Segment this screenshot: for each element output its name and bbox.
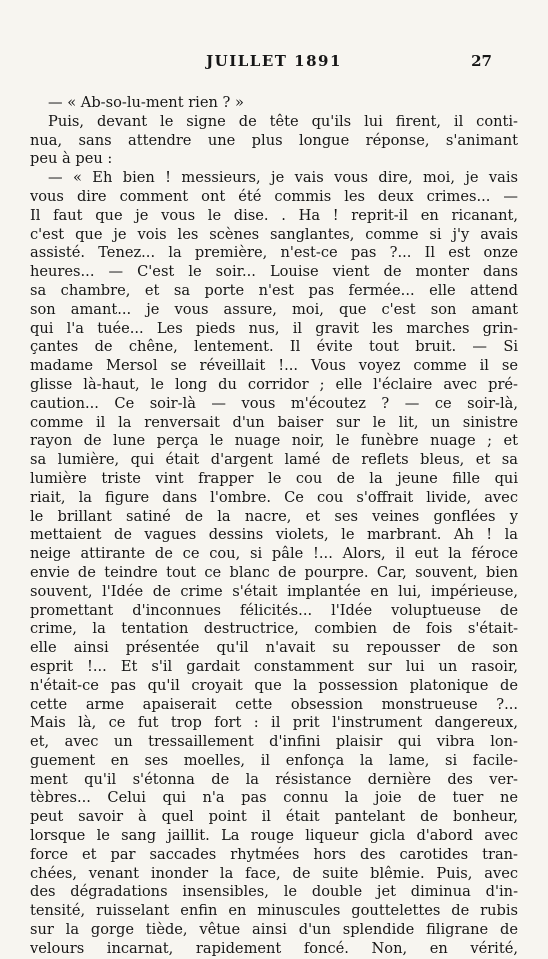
text-line: tensité, ruisselant enfin en minuscules gouttelettes de rubis	[30, 902, 518, 920]
text-line: n'était-ce pas qu'il croyait que la possession platonique de	[30, 676, 518, 694]
text-line: sa chambre, et sa porte n'est pas fermée... elle attend	[30, 281, 518, 299]
running-title: JUILLET 1891	[206, 52, 342, 70]
text-line: — « Ab-so-lu-ment rien ? »	[48, 94, 244, 111]
page-number: 27	[471, 52, 492, 70]
text-line: caution... Ce soir-là — vous m'écoutez ? — ce soir-là,	[30, 394, 518, 412]
text-line: sa lumière, qui était d'argent lamé de reflets bleus, et sa	[30, 451, 518, 469]
text-line: guement en ses moelles, il enfonça la lame, si facile-	[30, 751, 518, 769]
text-line: rayon de lune perça le nuage noir, le funèbre nuage ; et	[30, 432, 518, 450]
text-line: peut savoir à quel point il était pantelant de bonheur,	[30, 808, 518, 826]
text-line: nua, sans attendre une plus longue réponse, s'animant	[30, 131, 518, 149]
text-line: promettant d'inconnues félicités... l'Idée voluptueuse de	[30, 601, 518, 619]
text-line: neige attirante de ce cou, si pâle !... Alors, il eut la féroce	[30, 545, 518, 563]
text-line: tèbres... Celui qui n'a pas connu la joie de tuer ne	[30, 789, 518, 807]
text-line: le brillant satiné de la nacre, et ses veines gonflées y	[30, 507, 518, 525]
text-line: lorsque le sang jaillit. La rouge liqueur gicla d'abord avec	[30, 827, 518, 845]
text-line: çantes de chêne, lentement. Il évite tout bruit. — Si	[30, 338, 518, 356]
text-line: lumière triste vint frapper le cou de la jeune fille qui	[30, 469, 518, 487]
page-header	[0, 52, 548, 74]
text-line: souvent, l'Idée de crime s'était implantée en lui, impérieuse,	[30, 582, 518, 600]
text-line: et, avec un tressaillement d'infini plaisir qui vibra lon-	[30, 733, 518, 751]
text-line: sur la gorge tiède, vêtue ainsi d'un splendide filigrane de	[30, 921, 518, 939]
text-line: assisté. Tenez... la première, n'est-ce pas ?... Il est onze	[30, 244, 518, 262]
text-line: elle ainsi présentée qu'il n'avait su repousser de son	[30, 639, 518, 657]
text-line: velours incarnat, rapidement foncé. Non, en vérité,	[30, 939, 518, 957]
text-line: c'est que je vois les scènes sanglantes, comme si j'y avais	[30, 225, 518, 243]
text-line: madame Mersol se réveillait !... Vous voyez comme il se	[30, 357, 518, 375]
text-line: glisse là-haut, le long du corridor ; elle l'éclaire avec pré-	[30, 375, 518, 393]
text-line: vous dire comment ont été commis les deux crimes... —	[30, 187, 518, 205]
text-line: esprit !... Et s'il gardait constamment sur lui un rasoir,	[30, 657, 518, 675]
text-line: Mais là, ce fut trop fort : il prit l'instrument dangereux,	[30, 714, 518, 732]
text-line: Puis, devant le signe de tête qu'ils lui firent, il conti-	[48, 112, 518, 130]
text-line: mettaient de vagues dessins violets, le marbrant. Ah ! la	[30, 526, 518, 544]
text-line: ment qu'il s'étonna de la résistance dernière des ver-	[30, 770, 518, 788]
text-line: Il faut que je vous le dise. . Ha ! reprit-il en ricanant,	[30, 206, 518, 224]
text-line: son amant... je vous assure, moi, que c'est son amant	[30, 300, 518, 318]
text-line: heures... — C'est le soir... Louise vient de monter dans	[30, 263, 518, 281]
text-line: riait, la figure dans l'ombre. Ce cou s'offrait livide, avec	[30, 488, 518, 506]
text-line: force et par saccades rhytmées hors des carotides tran-	[30, 845, 518, 863]
text-line: comme il la renversait d'un baiser sur le lit, un sinistre	[30, 413, 518, 431]
text-line: — « Eh bien ! messieurs, je vais vous dire, moi, je vais	[48, 169, 518, 187]
body-text	[30, 94, 518, 959]
text-line: envie de teindre tout ce blanc de pourpre. Car, souvent, bien	[30, 563, 518, 581]
text-line: chées, venant inonder la face, de suite blêmie. Puis, avec	[30, 864, 518, 882]
text-line: qui l'a tuée... Les pieds nus, il gravit les marches grin-	[30, 319, 518, 337]
text-line: crime, la tentation destructrice, combien de fois s'était-	[30, 620, 518, 638]
text-line: des dégradations insensibles, le double jet diminua d'in-	[30, 883, 518, 901]
text-line: peu à peu :	[30, 150, 113, 168]
text-line: cette arme apaiserait cette obsession monstrueuse ?...	[30, 695, 518, 713]
